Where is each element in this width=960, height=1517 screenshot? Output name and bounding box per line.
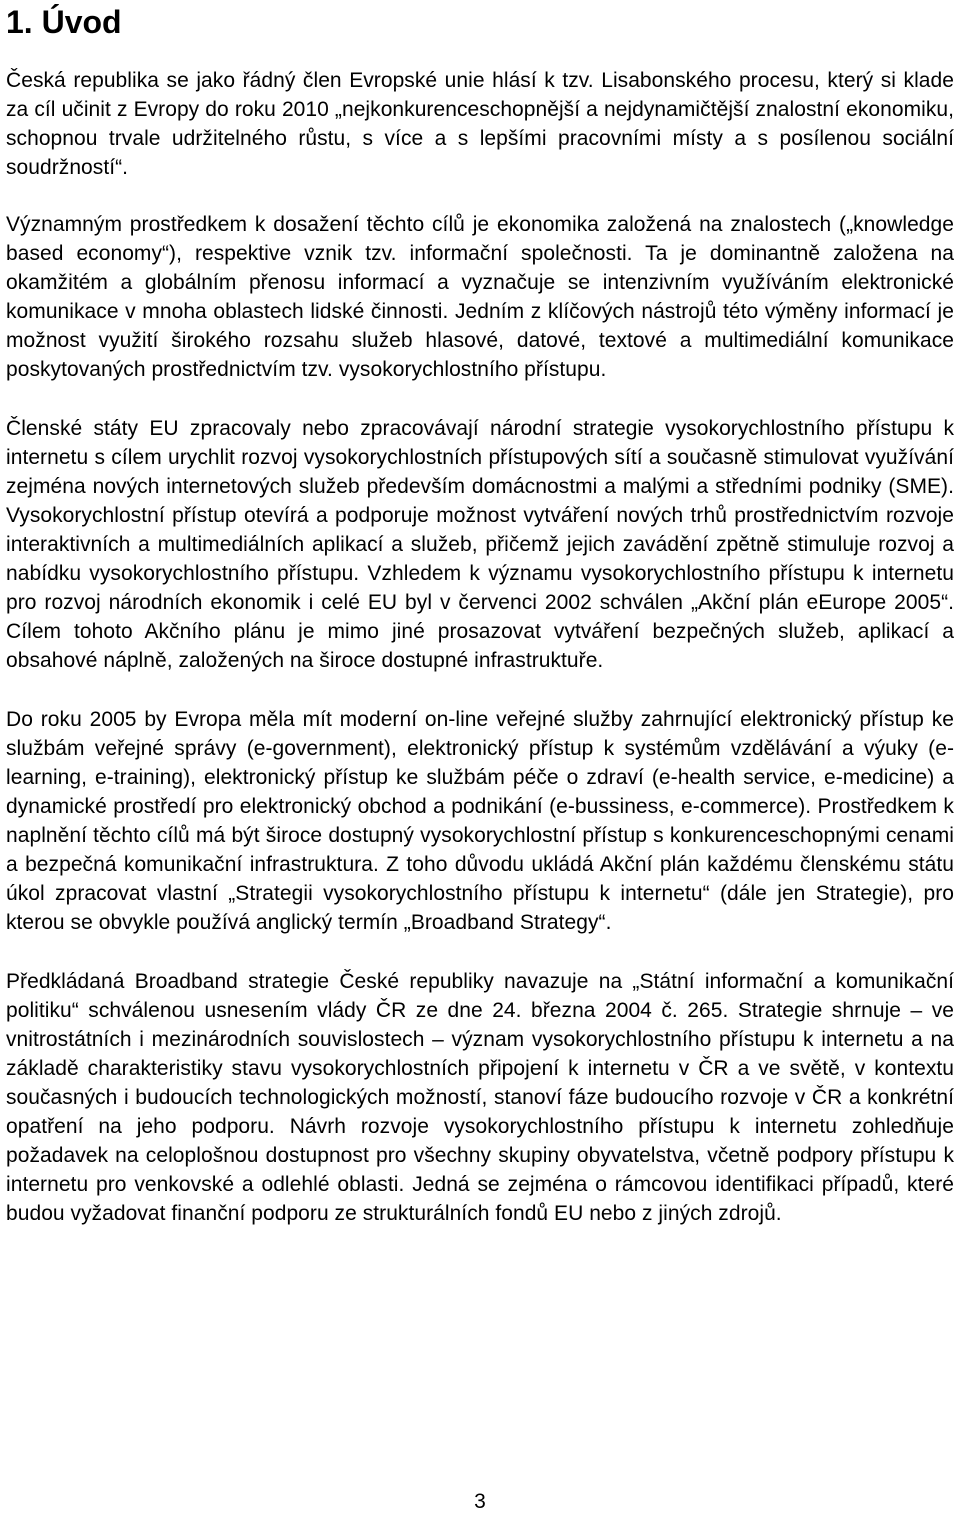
paragraph-5: Předkládaná Broadband strategie České republiky navazuje na „Státní informační a komunikační politiku“ schválenou usnesením vlády ČR ze dne 24. března 2004 č. 265. Strategie shrnuje – ve vnitrostátních i mezinárodních souvislostech – význam vysokorychlostního přístupu k internetu a na základě charakteristiky stavu vysokorychlostních připojení k internetu v ČR a ve světě, v kontextu současných i budoucích technologických možností, stanoví fáze budoucího rozvoje v ČR a konkrétní opatření na jeho podporu. Návrh rozvoje vysokorychlostního přístupu k internetu zohledňuje požadavek na celoplošnou dostupnost pro všechny skupiny obyvatelstva, včetně podpory přístupu k internetu pro venkovské a odlehlé oblasti. Jedná se zejména o rámcovou identifikaci případů, které budou vyžadovat finanční podporu ze strukturálních fondů EU nebo z jiných zdrojů. [6, 970, 954, 1225]
document-page [6, 0, 954, 1228]
page-number: 3 [474, 1490, 486, 1513]
paragraph-4: Do roku 2005 by Evropa měla mít moderní on-line veřejné služby zahrnující elektronický přístup ke službám veřejné správy (e-government), elektronický přístup k systémům vzdělávání a výuky (e-learning, e-training), elektronický přístup ke službám péče o zdraví (e-health service, e-medicine) a dynamické prostředí pro elektronický obchod a podnikání (e-bussiness, e-commerce). Prostředkem k naplnění těchto cílů má být široce dostupný vysokorychlostní přístup s konkurenceschopnými cenami a bezpečná komunikační infrastruktura. Z toho důvodu ukládá Akční plán každému členskému státu úkol zpracovat vlastní „Strategii vysokorychlostního přístupu k internetu“ (dále jen Strategie), pro kterou se obvykle používá anglický termín „Broadband Strategy“. [6, 708, 954, 934]
paragraph-3: Členské státy EU zpracovaly nebo zpracovávají národní strategie vysokorychlostního přístupu k internetu s cílem urychlit rozvoj vysokorychlostních přístupových sítí a současně stimulovat využívání zejména nových internetových služeb především domácnostmi a malými a středními podniky (SME). Vysokorychlostní přístup otevírá a podporuje možnost vytváření nových trhů prostřednictvím rozvoje interaktivních a multimediálních aplikací a služeb, přičemž jejich zavádění zpětně stimuluje rozvoj a nabídku vysokorychlostního přístupu. Vzhledem k významu vysokorychlostního přístupu k internetu pro rozvoj národních ekonomik i celé EU byl v červenci 2002 schválen „Akční plán eEurope 2005“. Cílem tohoto Akčního plánu je mimo jiné prosazovat vytváření bezpečných služeb, aplikací a obsahové náplně, založených na široce dostupné infrastruktuře. [6, 417, 954, 672]
section-heading: 1. Úvod [6, 4, 122, 40]
paragraph-1: Česká republika se jako řádný člen Evropské unie hlásí k tzv. Lisabonského procesu, který si klade za cíl učinit z Evropy do roku 2010 „nejkonkurenceschopnější a nejdynamičtější znalostní ekonomiku, schopnou trvale udržitelného růstu, s více a s lepšími pracovními místy a s posílenou sociální soudržností“. [6, 69, 954, 179]
paragraph-2: Významným prostředkem k dosažení těchto cílů je ekonomika založená na znalostech („knowledge based economy“), respektive vznik tzv. informační společnosti. Ta je dominantně založena na okamžitém a globálním přenosu informací a vyznačuje se intenzivním využíváním elektronické komunikace v mnoha oblastech lidské činnosti. Jedním z klíčových nástrojů této výměny informací je možnost využití širokého rozsahu služeb hlasové, datové, textové a multimediální komunikace poskytovaných prostřednictvím tzv. vysokorychlostního přístupu. [6, 213, 954, 381]
